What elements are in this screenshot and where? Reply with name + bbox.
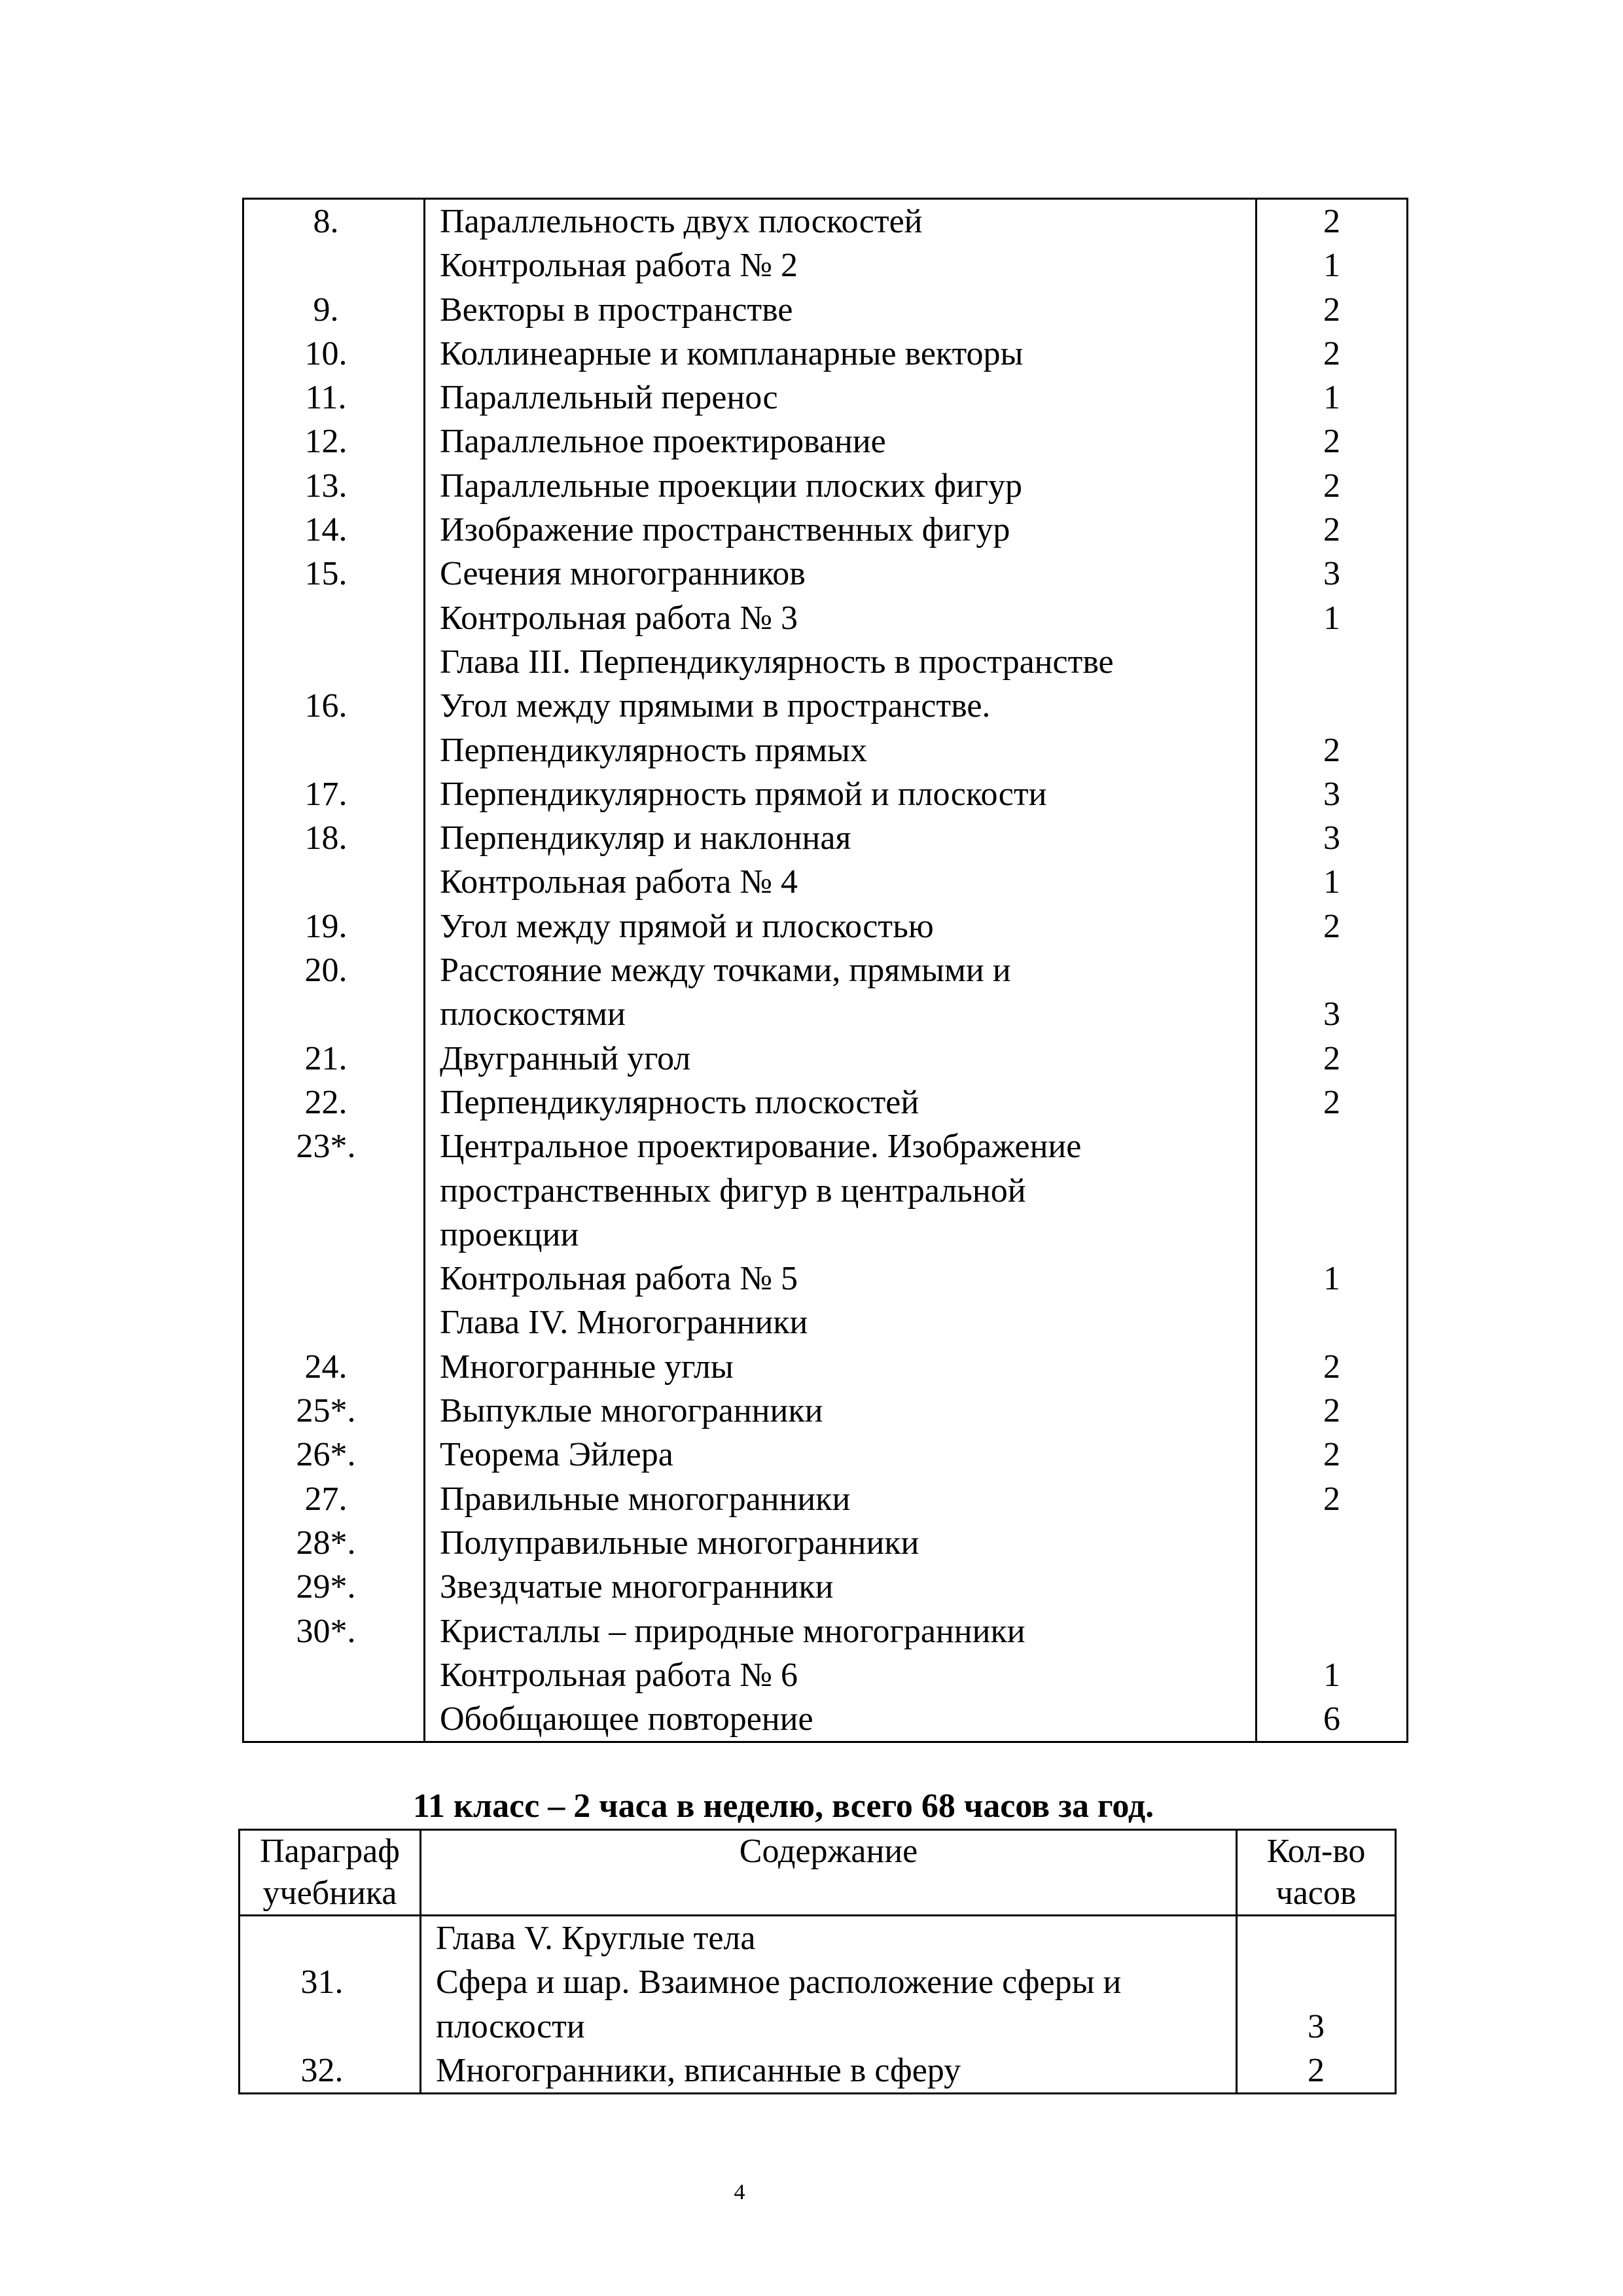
row-hours: [1257, 1124, 1408, 1257]
row-paragraph-number: [243, 816, 425, 860]
table-row: [243, 1697, 1408, 1742]
row-paragraph-number-text: 28*.: [296, 1524, 356, 1562]
row-content: Параллельные проекции плоских фигур: [425, 464, 1257, 508]
row-paragraph-number-text: 25*.: [296, 1392, 356, 1430]
row-paragraph-number-text: 10.: [304, 334, 348, 372]
row-content: Перпендикулярность плоскостей: [425, 1081, 1257, 1124]
row-paragraph-number-text: 20.: [304, 952, 348, 990]
row-hours: 3: [1257, 816, 1408, 860]
row-hours: 1: [1257, 1653, 1408, 1697]
row-content: Центральное проектирование. Изображение пространственных фигур в центральной проекции: [425, 1124, 1257, 1257]
row-paragraph-number: [243, 1124, 425, 1257]
row-paragraph-number: [243, 332, 425, 376]
table-row: [243, 288, 1408, 332]
row-paragraph-number: [243, 860, 425, 904]
row-paragraph-number: [243, 772, 425, 816]
table-row: [243, 1345, 1408, 1389]
row-hours: 2: [1257, 420, 1408, 463]
row-paragraph-number: [243, 1300, 425, 1344]
row-hours: [1257, 1300, 1408, 1344]
row-paragraph-number: [243, 376, 425, 420]
table-row: [243, 552, 1408, 596]
row-content: Угол между прямой и плоскостью: [425, 905, 1257, 948]
row-hours: 3: [1257, 772, 1408, 816]
table-row: [243, 905, 1408, 948]
row-hours: 2: [1257, 464, 1408, 508]
row-hours: 3: [1237, 1916, 1396, 2049]
row-content: Глава III. Перпендикулярность в пространстве: [425, 640, 1257, 684]
row-content: Многогранные углы: [425, 1345, 1257, 1389]
row-content: Глава V. Круглые тела Сфера и шар. Взаимное расположение сферы и плоскости: [421, 1916, 1237, 2049]
table-row: [243, 332, 1408, 376]
table-row: [243, 1521, 1408, 1565]
table-row: [243, 243, 1408, 287]
row-content: Выпуклые многогранники: [425, 1389, 1257, 1433]
row-paragraph-number: [243, 684, 425, 772]
curriculum-table-grade11-body: [240, 1916, 1396, 2094]
row-paragraph-number: [243, 640, 425, 684]
row-paragraph-number: [243, 1697, 425, 1742]
row-hours: 2: [1257, 508, 1408, 552]
row-paragraph-number-text: 32.: [300, 2051, 344, 2089]
row-paragraph-number: [243, 948, 425, 1037]
table-header-row: [240, 1830, 1396, 1916]
row-hours: 2: [1257, 1389, 1408, 1433]
row-hours: [1257, 640, 1408, 684]
row-paragraph-number-text: 27.: [304, 1480, 348, 1518]
table-row: [243, 640, 1408, 684]
page-number: 4: [734, 2180, 745, 2204]
table-row: [243, 596, 1408, 640]
row-hours: 2: [1257, 1433, 1408, 1477]
table-row: [243, 1653, 1408, 1697]
row-paragraph-number-text: 19.: [304, 907, 348, 945]
row-content: Изображение пространственных фигур: [425, 508, 1257, 552]
row-content: Обобщающее повторение: [425, 1697, 1257, 1742]
row-content: Полуправильные многогранники: [425, 1521, 1257, 1565]
table-row: [243, 860, 1408, 904]
row-paragraph-number: [243, 1477, 425, 1521]
row-hours: [1257, 1609, 1408, 1653]
row-paragraph-number: [243, 288, 425, 332]
row-paragraph-number: [243, 1565, 425, 1609]
table-row: [243, 684, 1408, 772]
row-paragraph-number-text: 17.: [304, 775, 348, 813]
row-paragraph-number: [243, 1257, 425, 1300]
row-content: Контрольная работа № 3: [425, 596, 1257, 640]
row-hours: 2: [1257, 1477, 1408, 1521]
row-paragraph-number-text: 21.: [304, 1039, 348, 1077]
row-paragraph-number: [243, 199, 425, 244]
row-hours: 3: [1257, 552, 1408, 596]
row-content: Двугранный угол: [425, 1037, 1257, 1081]
row-hours: [1257, 1521, 1408, 1565]
row-hours: 2: [1257, 1037, 1408, 1081]
row-paragraph-number-text: 13.: [304, 467, 348, 505]
row-content: Перпендикулярность прямой и плоскости: [425, 772, 1257, 816]
row-hours: 1: [1257, 596, 1408, 640]
table-row: [243, 1565, 1408, 1609]
row-hours: [1257, 1565, 1408, 1609]
header-paragraph: Параграф учебника: [240, 1830, 421, 1916]
row-content: Контрольная работа № 6: [425, 1653, 1257, 1697]
row-hours: 2: [1257, 288, 1408, 332]
row-hours: 2: [1257, 199, 1408, 244]
table-row: [240, 1916, 1396, 2049]
row-paragraph-number: [240, 1916, 421, 2049]
row-content: Глава IV. Многогранники: [425, 1300, 1257, 1344]
row-paragraph-number: [243, 1081, 425, 1124]
row-paragraph-number: [243, 1609, 425, 1653]
curriculum-table-grade10: [242, 198, 1408, 1743]
row-content: Многогранники, вписанные в сферу: [421, 2049, 1237, 2094]
row-content: Расстояние между точками, прямыми и плоскостями: [425, 948, 1257, 1037]
row-content: Контрольная работа № 2: [425, 243, 1257, 287]
table-row: [243, 1609, 1408, 1653]
row-content: Правильные многогранники: [425, 1477, 1257, 1521]
grade11-heading: 11 класс – 2 часа в неделю, всего 68 часов за год.: [412, 1787, 1154, 1825]
table-row: [243, 199, 1408, 244]
row-paragraph-number-text: 26*.: [296, 1436, 356, 1474]
row-paragraph-number: [243, 1037, 425, 1081]
row-hours: 1: [1257, 1257, 1408, 1300]
row-paragraph-number: [243, 596, 425, 640]
row-hours: 1: [1257, 243, 1408, 287]
row-content: Перпендикуляр и наклонная: [425, 816, 1257, 860]
row-content: Векторы в пространстве: [425, 288, 1257, 332]
row-paragraph-number: [243, 1521, 425, 1565]
row-content: Контрольная работа № 5: [425, 1257, 1257, 1300]
header-hours: Кол-во часов: [1237, 1830, 1396, 1916]
row-paragraph-number-text: 30*.: [296, 1612, 356, 1650]
table-row: [240, 2049, 1396, 2094]
row-paragraph-number: [243, 508, 425, 552]
table-row: [243, 376, 1408, 420]
row-paragraph-number-text: 9.: [313, 291, 339, 329]
table-row: [243, 1477, 1408, 1521]
row-paragraph-number-text: 12.: [304, 423, 348, 461]
row-hours: 2: [1237, 2049, 1396, 2094]
table-row: [243, 948, 1408, 1037]
row-paragraph-number-text: 14.: [304, 511, 348, 549]
row-content: Теорема Эйлера: [425, 1433, 1257, 1477]
row-paragraph-number-text: 22.: [304, 1083, 348, 1121]
row-content: Кристаллы – природные многогранники: [425, 1609, 1257, 1653]
row-hours: 2: [1257, 1081, 1408, 1124]
row-hours: 6: [1257, 1697, 1408, 1742]
row-paragraph-number: [243, 1345, 425, 1389]
row-content: Угол между прямыми в пространстве. Перпендикулярность прямых: [425, 684, 1257, 772]
table-row: [243, 420, 1408, 463]
curriculum-table-grade10-body: [243, 199, 1408, 1742]
row-paragraph-number-text: 18.: [304, 819, 348, 857]
row-hours: 2: [1257, 905, 1408, 948]
row-paragraph-number: [243, 243, 425, 287]
row-content: Контрольная работа № 4: [425, 860, 1257, 904]
table-row: [243, 816, 1408, 860]
row-paragraph-number: [243, 420, 425, 463]
row-content: Коллинеарные и компланарные векторы: [425, 332, 1257, 376]
table-row: [243, 1124, 1408, 1257]
row-paragraph-number-text: 29*.: [296, 1568, 356, 1606]
row-paragraph-number: [243, 1389, 425, 1433]
table-row: [243, 464, 1408, 508]
table-row: [243, 1257, 1408, 1300]
row-hours: 1: [1257, 860, 1408, 904]
row-hours: 2: [1257, 332, 1408, 376]
row-content: Параллельное проектирование: [425, 420, 1257, 463]
curriculum-table-grade11: [238, 1829, 1397, 2094]
row-paragraph-number: [243, 905, 425, 948]
row-paragraph-number-text: 24.: [304, 1348, 348, 1386]
table-row: [243, 1081, 1408, 1124]
row-content: Параллельный перенос: [425, 376, 1257, 420]
row-hours: 1: [1257, 376, 1408, 420]
row-hours: 2: [1257, 1345, 1408, 1389]
row-paragraph-number: [243, 1653, 425, 1697]
row-paragraph-number-text: 11.: [305, 379, 347, 417]
row-paragraph-number-text: 23*.: [296, 1128, 356, 1166]
row-content: Сечения многогранников: [425, 552, 1257, 596]
table-row: [243, 1389, 1408, 1433]
row-paragraph-number: [243, 464, 425, 508]
row-content: Параллельность двух плоскостей: [425, 199, 1257, 244]
table-row: [243, 1300, 1408, 1344]
row-paragraph-number: [240, 2049, 421, 2094]
row-hours: 2: [1257, 684, 1408, 772]
table-row: [243, 772, 1408, 816]
row-paragraph-number-text: 15.: [304, 555, 348, 593]
header-content: Содержание: [421, 1830, 1237, 1916]
row-hours: 3: [1257, 948, 1408, 1037]
row-paragraph-number: [243, 552, 425, 596]
table-row: [243, 508, 1408, 552]
row-paragraph-number-text: 16.: [304, 687, 348, 725]
row-content: Звездчатые многогранники: [425, 1565, 1257, 1609]
row-paragraph-number-text: 31.: [300, 1964, 344, 2001]
table-row: [243, 1433, 1408, 1477]
row-paragraph-number: [243, 1433, 425, 1477]
table-row: [243, 1037, 1408, 1081]
row-paragraph-number-text: 8.: [313, 203, 339, 240]
